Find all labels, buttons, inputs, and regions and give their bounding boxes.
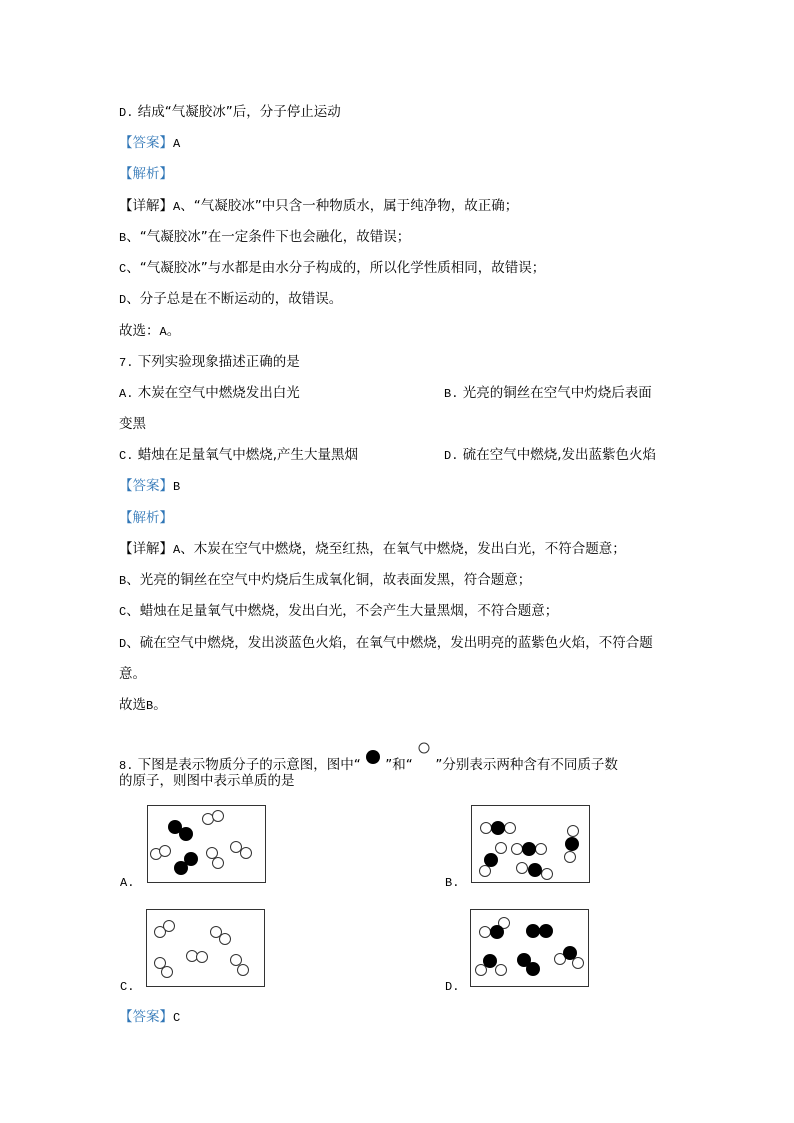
q6-detail-a [119,197,518,216]
q7-detail-c [119,602,558,621]
molecule [517,953,540,976]
q7-option-b [444,384,652,403]
detail-text: 、光亮的铜丝在空气中灼烧后生成氧化铜，故表面发黑，符合题意； [126,572,532,588]
molecule [151,846,171,860]
q8-stem-line1 [119,741,618,775]
molecule [187,951,208,963]
molecule [517,863,553,880]
figure-b[interactable] [471,805,590,883]
detail-letter: A [173,543,181,557]
q8-answer [119,1008,180,1027]
question-stem: 下列实验现象描述正确的是 [137,354,300,370]
q7-option-a [119,384,300,403]
answer-value: A [173,137,181,151]
figure-b-molecules [472,806,589,882]
detail-tag: 【详解】 [119,541,173,557]
molecule [207,848,224,869]
molecule [155,958,173,978]
q7-stem [119,353,300,372]
figure-d-label: D. [445,980,460,994]
option-letter: D. [444,449,459,463]
question-stem-part: ”分别表示两种含有不同质子数 [435,757,618,773]
figure-d[interactable] [470,909,589,987]
question-stem-part: ”和“ [385,757,413,773]
q6-analysis-tag [119,165,173,183]
molecule [480,918,510,940]
molecule [174,852,198,875]
black-atom-icon [365,749,381,765]
conclusion-letter: A [159,325,167,339]
conclusion-text: 故选： [119,323,160,339]
figure-a-molecules [148,806,265,882]
detail-letter: D [119,293,127,307]
molecule [565,826,580,863]
molecule [155,921,175,938]
q8-stem-line2 [119,772,295,790]
option-text: 木炭在空气中燃烧发出白光 [137,385,300,401]
molecule [231,842,252,859]
detail-text: 、蜡烛在足量氧气中燃烧，发出白光，不会产生大量黑烟，不符合题意； [126,603,559,619]
detail-text: 、“气凝胶冰”与水都是由水分子构成的，所以化学性质相同，故错误； [126,260,546,276]
figure-d-molecules [471,910,588,986]
molecule [526,924,553,938]
option-letter: B. [444,387,459,401]
question-stem-part: 下图是表示物质分子的示意图，图中“ [137,757,361,773]
q6-option-d [119,103,341,122]
molecule [203,811,224,825]
molecule [481,821,516,835]
molecule [231,955,249,976]
molecule [211,927,231,945]
figure-c-label: C. [120,980,135,994]
analysis-tag: 【解析】 [119,166,173,182]
analysis-tag: 【解析】 [119,510,173,526]
detail-text: 、分子总是在不断运动的，故错误。 [126,291,343,307]
detail-text: 、木炭在空气中燃烧，烧至红热，在氧气中燃烧，发出白光，不符合题意； [180,541,626,557]
detail-letter: C [119,262,127,276]
q6-detail-d [119,290,342,309]
q6-detail-c [119,259,545,278]
detail-text: 、“气凝胶冰”在一定条件下也会融化，故错误； [126,229,411,245]
conclusion-letter: B [146,699,154,713]
molecule [476,954,507,976]
question-stem-part: 的原子，则图中表示单质的是 [119,773,295,789]
detail-letter: A [173,200,181,214]
q6-detail-b [119,228,410,247]
option-text: 光亮的铜丝在空气中灼烧后表面 [462,385,652,401]
detail-letter: D [119,637,127,651]
answer-tag: 【答案】 [119,1009,173,1025]
answer-value: B [173,480,181,494]
q7-detail-a [119,540,626,559]
figure-b-label: B. [445,876,460,890]
figure-c-molecules [147,910,264,986]
detail-letter: B [119,231,127,245]
question-number: 7. [119,356,134,370]
white-atom-icon [417,741,431,761]
detail-letter: C [119,605,127,619]
q6-answer [119,134,180,153]
molecule [168,820,193,841]
option-text: 硫在空气中燃烧,发出蓝紫色火焰 [462,447,656,463]
molecule [555,946,584,969]
question-number: 8. [119,759,134,773]
conclusion-end: 。 [153,697,167,713]
option-letter: C. [119,449,134,463]
figure-c[interactable] [146,909,265,987]
answer-value: C [173,1011,181,1025]
detail-text: 、硫在空气中燃烧，发出淡蓝色火焰，在氧气中燃烧，发出明亮的蓝紫色火焰，不符合题 [126,635,653,651]
answer-tag: 【答案】 [119,135,173,151]
option-text: 蜡烛在足量氧气中燃烧,产生大量黑烟 [137,447,358,463]
conclusion-text: 故选 [119,697,146,713]
q7-option-c [119,446,358,465]
figure-a[interactable] [147,805,266,883]
q7-detail-d-wrap [119,665,146,683]
answer-tag: 【答案】 [119,478,173,494]
q7-conclusion [119,696,167,715]
q7-option-b-wrap [119,415,146,433]
conclusion-end: 。 [166,323,181,339]
molecule [512,842,547,856]
q6-conclusion [119,322,180,341]
q7-option-d [444,446,656,465]
detail-tag: 【详解】 [119,198,173,214]
q7-analysis-tag [119,509,173,527]
molecule [480,843,507,877]
option-letter: A. [119,387,134,401]
figure-a-label: A. [120,876,135,890]
detail-text-wrap: 意。 [119,666,146,682]
detail-text: 、“气凝胶冰”中只含一种物质水，属于纯净物，故正确； [180,198,519,214]
option-letter: D. [119,106,134,120]
option-text-wrap: 变黑 [119,416,146,432]
q7-detail-d [119,634,653,653]
detail-letter: B [119,574,127,588]
option-text: 结成“气凝胶冰”后，分子停止运动 [137,104,341,120]
q7-detail-b [119,571,531,590]
q7-answer [119,477,180,496]
